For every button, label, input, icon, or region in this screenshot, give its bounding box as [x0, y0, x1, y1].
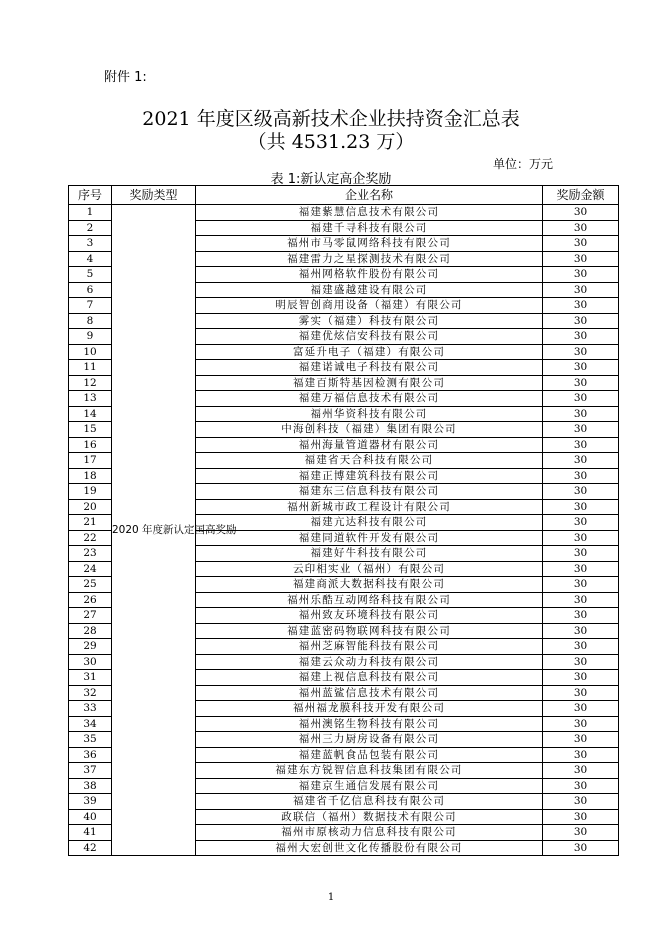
row-index: 30 — [69, 654, 112, 670]
row-index: 19 — [69, 484, 112, 500]
company-name: 富延升电子（福建）有限公司 — [196, 344, 543, 360]
row-index: 31 — [69, 670, 112, 686]
award-amount: 30 — [543, 344, 619, 360]
award-amount: 30 — [543, 468, 619, 484]
award-amount: 30 — [543, 809, 619, 825]
company-name: 明辰智创商用设备（福建）有限公司 — [196, 298, 543, 314]
row-index: 2 — [69, 220, 112, 236]
row-index: 6 — [69, 282, 112, 298]
row-index: 35 — [69, 732, 112, 748]
table-row — [69, 205, 619, 221]
award-amount: 30 — [543, 360, 619, 376]
company-name: 福建东方锐智信息科技集团有限公司 — [196, 763, 543, 779]
award-amount: 30 — [543, 282, 619, 298]
company-name: 福建同道软件开发有限公司 — [196, 530, 543, 546]
company-name: 政联信（福州）数据技术有限公司 — [196, 809, 543, 825]
row-index: 18 — [69, 468, 112, 484]
company-name: 福州乐酷互动网络科技有限公司 — [196, 592, 543, 608]
company-name: 福建亢达科技有限公司 — [196, 515, 543, 531]
award-amount: 30 — [543, 639, 619, 655]
company-name: 福建紫慧信息技术有限公司 — [196, 205, 543, 221]
company-name: 云印相实业（福州）有限公司 — [196, 561, 543, 577]
company-name: 中海创科技（福建）集团有限公司 — [196, 422, 543, 438]
row-index: 13 — [69, 391, 112, 407]
company-name: 福州市马零鼠网络科技有限公司 — [196, 236, 543, 252]
award-table — [68, 185, 619, 856]
company-name: 福州福龙膜科技开发有限公司 — [196, 701, 543, 717]
row-index: 16 — [69, 437, 112, 453]
award-amount: 30 — [543, 499, 619, 515]
row-index: 12 — [69, 375, 112, 391]
award-amount: 30 — [543, 592, 619, 608]
page-number: 1 — [327, 892, 335, 903]
row-index: 15 — [69, 422, 112, 438]
award-amount: 30 — [543, 220, 619, 236]
award-amount: 30 — [543, 701, 619, 717]
company-name: 福州三力厨房设备有限公司 — [196, 732, 543, 748]
row-index: 33 — [69, 701, 112, 717]
award-type-cell: 2020 年度新认定国高奖励 — [112, 205, 196, 856]
award-amount: 30 — [543, 685, 619, 701]
document-subtitle: （共 4531.23 万） — [247, 131, 415, 153]
company-name: 福州海量管道器材有限公司 — [196, 437, 543, 453]
company-name: 福州芝麻智能科技有限公司 — [196, 639, 543, 655]
row-index: 29 — [69, 639, 112, 655]
row-index: 24 — [69, 561, 112, 577]
row-index: 9 — [69, 329, 112, 345]
attachment-label: 附件 1: — [104, 70, 147, 85]
award-amount: 30 — [543, 577, 619, 593]
company-name: 福州市原核动力信息科技有限公司 — [196, 825, 543, 841]
unit-label: 单位：万元 — [493, 157, 554, 171]
row-index: 7 — [69, 298, 112, 314]
award-amount: 30 — [543, 608, 619, 624]
company-name: 福州网格软件股份有限公司 — [196, 267, 543, 283]
award-amount: 30 — [543, 794, 619, 810]
row-index: 40 — [69, 809, 112, 825]
company-name: 福建京生通信发展有限公司 — [196, 778, 543, 794]
row-index: 25 — [69, 577, 112, 593]
award-amount: 30 — [543, 747, 619, 763]
company-name: 福建云众动力科技有限公司 — [196, 654, 543, 670]
award-amount: 30 — [543, 654, 619, 670]
table-header-row — [69, 186, 619, 205]
company-name: 福州致友环境科技有限公司 — [196, 608, 543, 624]
header-type: 奖励类型 — [112, 186, 196, 205]
company-name: 福建省千亿信息科技有限公司 — [196, 794, 543, 810]
award-amount: 30 — [543, 825, 619, 841]
award-amount: 30 — [543, 267, 619, 283]
award-amount: 30 — [543, 313, 619, 329]
row-index: 28 — [69, 623, 112, 639]
company-name: 福州华资科技有限公司 — [196, 406, 543, 422]
award-amount: 30 — [543, 236, 619, 252]
row-index: 3 — [69, 236, 112, 252]
award-amount: 30 — [543, 716, 619, 732]
header-index: 序号 — [69, 186, 112, 205]
document-title: 2021 年度区级高新技术企业扶持资金汇总表 — [142, 108, 520, 130]
company-name: 福建诺诚电子科技有限公司 — [196, 360, 543, 376]
row-index: 38 — [69, 778, 112, 794]
row-index: 34 — [69, 716, 112, 732]
award-amount: 30 — [543, 391, 619, 407]
row-index: 5 — [69, 267, 112, 283]
row-index: 8 — [69, 313, 112, 329]
award-amount: 30 — [543, 298, 619, 314]
company-name: 福建商派大数据科技有限公司 — [196, 577, 543, 593]
company-name: 福建正博建筑科技有限公司 — [196, 468, 543, 484]
award-amount: 30 — [543, 437, 619, 453]
row-index: 11 — [69, 360, 112, 376]
award-amount: 30 — [543, 530, 619, 546]
award-amount: 30 — [543, 763, 619, 779]
row-index: 23 — [69, 546, 112, 562]
row-index: 36 — [69, 747, 112, 763]
company-name: 福州澳铭生物科技有限公司 — [196, 716, 543, 732]
company-name: 福建优炫信安科技有限公司 — [196, 329, 543, 345]
award-amount: 30 — [543, 422, 619, 438]
award-amount: 30 — [543, 670, 619, 686]
award-amount: 30 — [543, 329, 619, 345]
row-index: 26 — [69, 592, 112, 608]
row-index: 10 — [69, 344, 112, 360]
company-name: 福建蓝帆食品包装有限公司 — [196, 747, 543, 763]
award-amount: 30 — [543, 840, 619, 856]
company-name: 福建上视信息科技有限公司 — [196, 670, 543, 686]
award-amount: 30 — [543, 205, 619, 221]
row-index: 21 — [69, 515, 112, 531]
row-index: 37 — [69, 763, 112, 779]
row-index: 1 — [69, 205, 112, 221]
row-index: 22 — [69, 530, 112, 546]
award-amount: 30 — [543, 778, 619, 794]
header-company: 企业名称 — [196, 186, 543, 205]
company-name: 雾实（福建）科技有限公司 — [196, 313, 543, 329]
award-amount: 30 — [543, 484, 619, 500]
company-name: 福建省天合科技有限公司 — [196, 453, 543, 469]
company-name: 福州大宏创世文化传播股份有限公司 — [196, 840, 543, 856]
table-body — [69, 205, 619, 856]
award-amount: 30 — [543, 561, 619, 577]
award-amount: 30 — [543, 546, 619, 562]
company-name: 福建东三信息科技有限公司 — [196, 484, 543, 500]
award-amount: 30 — [543, 375, 619, 391]
row-index: 42 — [69, 840, 112, 856]
company-name: 福州新城市政工程设计有限公司 — [196, 499, 543, 515]
company-name: 福建百斯特基因检测有限公司 — [196, 375, 543, 391]
row-index: 17 — [69, 453, 112, 469]
award-amount: 30 — [543, 453, 619, 469]
row-index: 39 — [69, 794, 112, 810]
award-amount: 30 — [543, 406, 619, 422]
company-name: 福州蓝鲨信息技术有限公司 — [196, 685, 543, 701]
company-name: 福建好牛科技有限公司 — [196, 546, 543, 562]
row-index: 14 — [69, 406, 112, 422]
row-index: 41 — [69, 825, 112, 841]
row-index: 20 — [69, 499, 112, 515]
award-amount: 30 — [543, 251, 619, 267]
award-amount: 30 — [543, 623, 619, 639]
company-name: 福建千寻科技有限公司 — [196, 220, 543, 236]
header-amount: 奖励金额 — [543, 186, 619, 205]
table-title: 表 1:新认定高企奖励 — [270, 172, 392, 187]
row-index: 4 — [69, 251, 112, 267]
company-name: 福建雷力之星探测技术有限公司 — [196, 251, 543, 267]
company-name: 福建蓝密码物联网科技有限公司 — [196, 623, 543, 639]
award-amount: 30 — [543, 515, 619, 531]
company-name: 福建盛越建设有限公司 — [196, 282, 543, 298]
row-index: 32 — [69, 685, 112, 701]
award-amount: 30 — [543, 732, 619, 748]
row-index: 27 — [69, 608, 112, 624]
company-name: 福建万福信息技术有限公司 — [196, 391, 543, 407]
